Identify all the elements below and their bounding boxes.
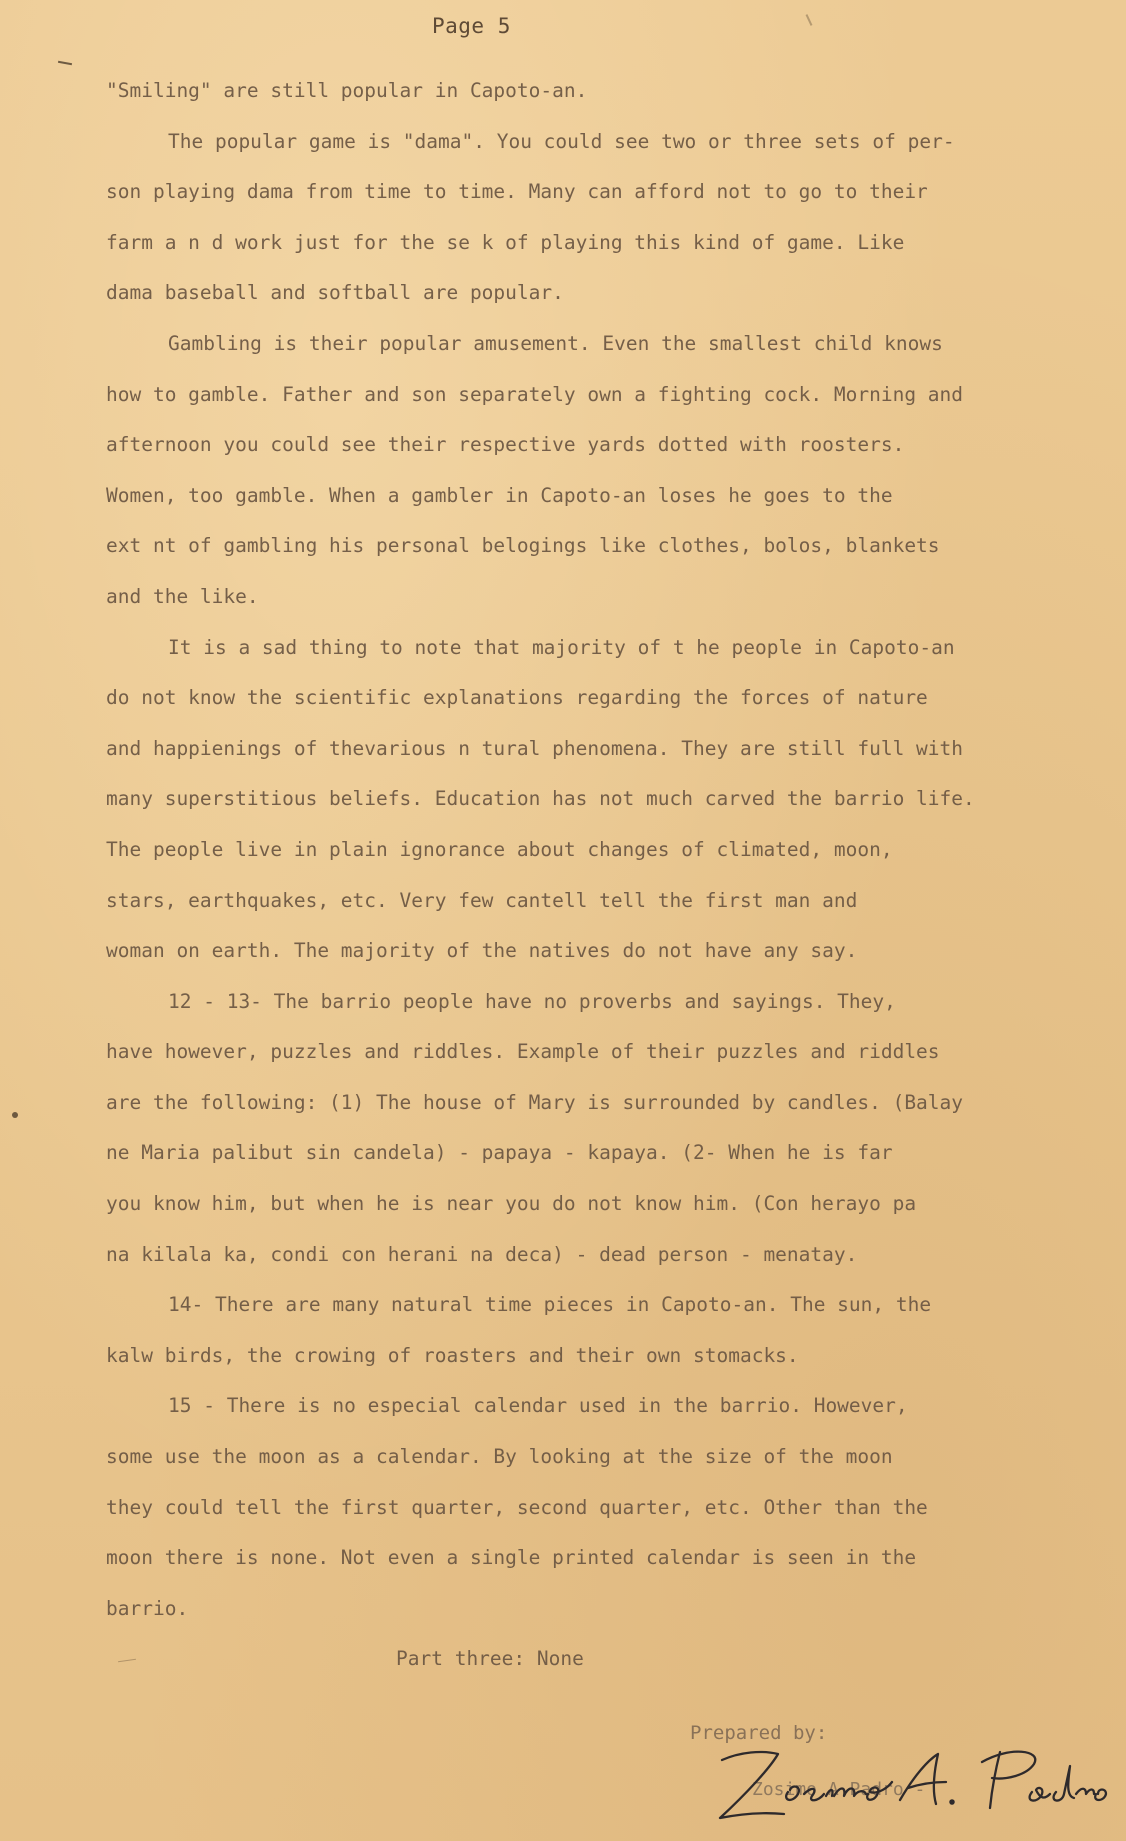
text-line: na kilala ka, condi con herani na deca) - dead person - menatay. (106, 1242, 858, 1266)
handwritten-signature (700, 1732, 1110, 1832)
text-line: Women, too gamble. When a gambler in Capoto-an loses he goes to the (106, 483, 893, 507)
text-line: kalw birds, the crowing of roasters and their own stomacks. (106, 1343, 799, 1367)
text-line: are the following: (1) The house of Mary is surrounded by candles. (Balay (106, 1090, 964, 1114)
text-line: farm a n d work just for the se k of playing this kind of game. Like (106, 230, 905, 254)
text-line: woman on earth. The majority of the natives do not have any say. (106, 939, 858, 963)
text-line: how to gamble. Father and son separately own a fighting cock. Morning and (106, 382, 964, 406)
margin-mark (12, 1112, 18, 1118)
text-line: they could tell the first quarter, second quarter, etc. Other than the (106, 1495, 928, 1519)
text-line: It is a sad thing to note that majority of t he people in Capoto-an (168, 635, 955, 659)
page-number: Page 5 (432, 14, 511, 38)
text-line: barrio. (106, 1596, 189, 1620)
text-line: stars, earthquakes, etc. Very few cantell tell the first man and (106, 888, 858, 912)
text-line: Gambling is their popular amusement. Even the smallest child knows (168, 331, 943, 355)
text-line: moon there is none. Not even a single printed calendar is seen in the (106, 1546, 917, 1570)
text-line: 15 - There is no especial calendar used in the barrio. However, (168, 1394, 908, 1418)
text-line: 14- There are many natural time pieces in Capoto-an. The sun, the (168, 1293, 932, 1317)
text-line: you know him, but when he is near you do not know him. (Con herayo pa (106, 1192, 917, 1216)
text-line: do not know the scientific explanations regarding the forces of nature (106, 686, 928, 710)
text-line: afternoon you could see their respective yards dotted with roosters. (106, 433, 905, 457)
text-line: have however, puzzles and riddles. Example of their puzzles and riddles (106, 1040, 940, 1064)
margin-mark (806, 14, 813, 26)
text-line: "Smiling" are still popular in Capoto-an. (106, 79, 588, 102)
text-line: ne Maria palibut sin candela) - papaya - kapaya. (2- When he is far (106, 1141, 893, 1165)
text-line: many superstitious beliefs. Education has not much carved the barrio life. (106, 787, 975, 811)
margin-mark (58, 61, 72, 65)
text-line: and the like. (106, 584, 259, 608)
text-line: and happienings of thevarious n tural phenomena. They are still full with (106, 736, 964, 760)
section-line: Part three: None (396, 1647, 584, 1671)
text-line: son playing dama from time to time. Many can afford not to go to their (106, 180, 928, 204)
text-line: The popular game is "dama". You could see two or three sets of per- (168, 129, 955, 153)
text-line: ext nt of gambling his personal belogings like clothes, bolos, blankets (106, 534, 940, 558)
prepared-by-label: Prepared by: (690, 1722, 828, 1744)
typed-preparer-name: Zosimo A Padro - (752, 1779, 926, 1800)
text-line: dama baseball and softball are popular. (106, 281, 564, 305)
text-line: The people live in plain ignorance about changes of climated, moon, (106, 837, 893, 861)
text-line: some use the moon as a calendar. By looking at the size of the moon (106, 1445, 893, 1469)
typed-body-text (106, 66, 1066, 1685)
text-line: 12 - 13- The barrio people have no proverbs and sayings. They, (168, 989, 896, 1013)
